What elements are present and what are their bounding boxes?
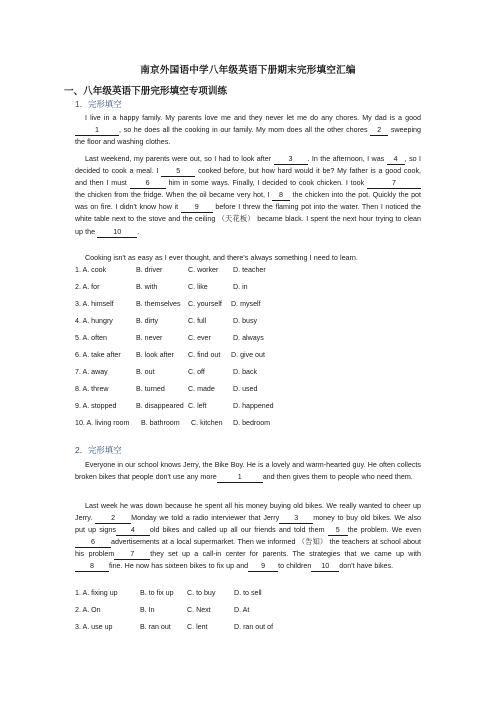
q1-text: . In the afternoon, I was [307, 155, 387, 163]
question-2-heading: 2．完形填空 [75, 445, 122, 455]
option-row [75, 589, 421, 601]
option-d: D. back [233, 368, 258, 376]
q2-text: advertisements at a local supermarket. Then we informed （告知） the teachers at school about his problem [75, 538, 421, 559]
q1-text: sweeping the floor and washing clothes. [75, 126, 421, 147]
option-a: 4. A. hungry [75, 317, 113, 325]
q1-text: . [137, 227, 140, 236]
blank-6: 6 [75, 538, 111, 548]
option-b: B. with [136, 283, 158, 291]
option-row [75, 266, 421, 278]
option-c: C. lent [187, 623, 208, 631]
option-d: D. teacher [233, 266, 266, 274]
blank-9: 9 [181, 203, 213, 213]
option-b: B. themselves [136, 300, 181, 308]
option-a: 3. A. use up [75, 623, 113, 631]
blank-7: 7 [114, 550, 150, 560]
q1-text: him in some ways. Finally, I decided to cook chicken. I took [165, 179, 367, 188]
q1-paragraph-2 [75, 153, 421, 238]
option-d: D. myself [231, 300, 261, 308]
option-d: D. bedroom [233, 419, 271, 427]
blank-1: 1 [217, 473, 263, 483]
option-d: D. At [234, 606, 250, 614]
option-a: 3. A. himself [75, 300, 114, 308]
option-b: B. driver [136, 266, 163, 274]
blank-10: 10 [311, 562, 339, 572]
blank-8: 8 [75, 562, 109, 572]
q2-text: old bikes and called up all our friends and told them [149, 526, 328, 535]
option-a: 2. A. On [75, 606, 101, 614]
option-c: C. to buy [187, 589, 216, 597]
option-d: D. always [233, 334, 264, 342]
q1-text: I live in a happy family. My parents love me and they never let me do any chores. My dad is a good [85, 114, 421, 122]
q1-text: Last weekend, my parents were out, so I had to look after [85, 155, 274, 163]
q2-text: and then gives them to people who need them. [262, 473, 413, 482]
option-a: 9. A. stopped [75, 402, 117, 410]
option-a: 6. A. take after [75, 351, 121, 359]
option-b: B. out [136, 368, 155, 376]
option-c: C. kitchen [191, 419, 223, 427]
q1-text: the chicken from the fridge. When the oil became very hot, I [75, 191, 273, 200]
q1-text: cooked before, but how hard would it be? My father is a good cook, and then I must [75, 167, 421, 188]
q1-paragraph-3: Cooking isn't as easy as I ever thought, and there's always something I need to learn. [85, 254, 358, 262]
option-c: C. Next [187, 606, 211, 614]
option-b: B. dirty [136, 317, 159, 325]
document-title: 南京外国语中学八年级英语下册期末完形填空汇编 [140, 65, 356, 76]
option-b: B. In [140, 606, 155, 614]
q2-text: to children [278, 562, 312, 571]
option-a: 10. A. living room [75, 419, 130, 427]
q2-paragraph-2 [75, 500, 421, 573]
option-b: B. to fix up [140, 589, 174, 597]
option-d: D. ran out of [234, 623, 274, 631]
blank-8: 8 [272, 191, 290, 201]
option-c: C. full [188, 317, 207, 325]
option-row [75, 300, 421, 312]
option-a: 5. A. often [75, 334, 107, 342]
option-d: D. give out [231, 351, 265, 359]
q2-text: the problem. We even [347, 526, 421, 535]
option-c: C. like [188, 283, 208, 291]
q2-text: Everyone in our school knows Jerry, the Bike Boy. He is a lovely and warm-hearted guy. He often collects broken bikes that people don't use any more [75, 461, 421, 482]
option-b: B. bathroom [141, 419, 180, 427]
blank-1: 1 [75, 126, 119, 136]
q1-text: , so he does all the cooking in our family. My mom does all the other chores [119, 126, 371, 135]
option-row [75, 402, 421, 414]
q2-text: fine. He now has sixteen bikes to fix up and [109, 562, 249, 571]
option-a: 7. A. away [75, 368, 108, 376]
option-row [75, 419, 421, 431]
option-row [75, 351, 421, 363]
blank-5: 5 [328, 526, 348, 536]
option-row [75, 606, 421, 618]
blank-2: 2 [95, 514, 131, 524]
blank-6: 6 [130, 179, 166, 189]
blank-7: 7 [367, 179, 421, 189]
option-b: B. ran out [140, 623, 171, 631]
blank-3: 3 [279, 514, 313, 524]
option-b: B. disappeared [136, 402, 184, 410]
option-row [75, 385, 421, 397]
blank-5: 5 [161, 167, 195, 177]
option-d: D. busy [233, 317, 258, 325]
option-d: D. to sell [234, 589, 262, 597]
option-b: B. turned [136, 385, 165, 393]
q1-paragraph-1 [75, 112, 421, 148]
option-a: 1. A. cook [75, 266, 107, 274]
option-row [75, 317, 421, 329]
option-b: B. never [136, 334, 163, 342]
q2-paragraph-1 [75, 459, 421, 483]
option-d: D. happened [233, 402, 274, 410]
blank-2: 2 [370, 126, 388, 136]
option-a: 8. A. threw [75, 385, 109, 393]
option-d: D. in [233, 283, 248, 291]
q2-text: don't have bikes. [339, 562, 394, 571]
option-c: C. ever [188, 334, 211, 342]
q2-text: Monday we told a radio interviewer that Jerry [131, 514, 280, 523]
question-1-heading: 1．完形填空 [75, 99, 122, 109]
option-c: C. find out [188, 351, 221, 359]
option-row [75, 283, 421, 295]
blank-3: 3 [274, 155, 308, 165]
q1-text: the chicken into the pot. Quickly the pot was on fire. I didn't know how it [75, 191, 421, 212]
q1-text: , so I decided to cook a meal. I [75, 155, 422, 176]
blank-4: 4 [387, 155, 405, 165]
option-a: 2. A. for [75, 283, 100, 291]
option-b: B. look after [136, 351, 174, 359]
q2-text: money to buy old bikes. We also put up signs [75, 514, 421, 535]
q2-text: Last week he was down because he spent all his money buying old bikes. We really wanted to cheer up Jerry. [75, 502, 421, 523]
blank-4: 4 [116, 526, 150, 536]
option-c: C. yourself [188, 300, 222, 308]
q2-text: they set up a call-in center for parents. The strategies that we came up with [150, 550, 421, 559]
option-a: 1. A. fixing up [75, 589, 118, 597]
blank-10: 10 [97, 228, 137, 238]
option-c: C. left [188, 402, 207, 410]
option-c: C. worker [188, 266, 219, 274]
option-d: D. used [233, 385, 258, 393]
section-title: 一、八年级英语下册完形填空专项训练 [64, 86, 228, 97]
q1-text: before I threw the flaming pot into the water. Then I noticed the white table next to the stove and the ceiling （天花板） became black. I spent the next hour trying to clean up the [75, 203, 422, 236]
option-c: C. made [188, 385, 215, 393]
option-row [75, 334, 421, 346]
option-row [75, 623, 421, 635]
option-row [75, 368, 421, 380]
option-c: C. off [188, 368, 205, 376]
blank-9: 9 [248, 562, 278, 572]
